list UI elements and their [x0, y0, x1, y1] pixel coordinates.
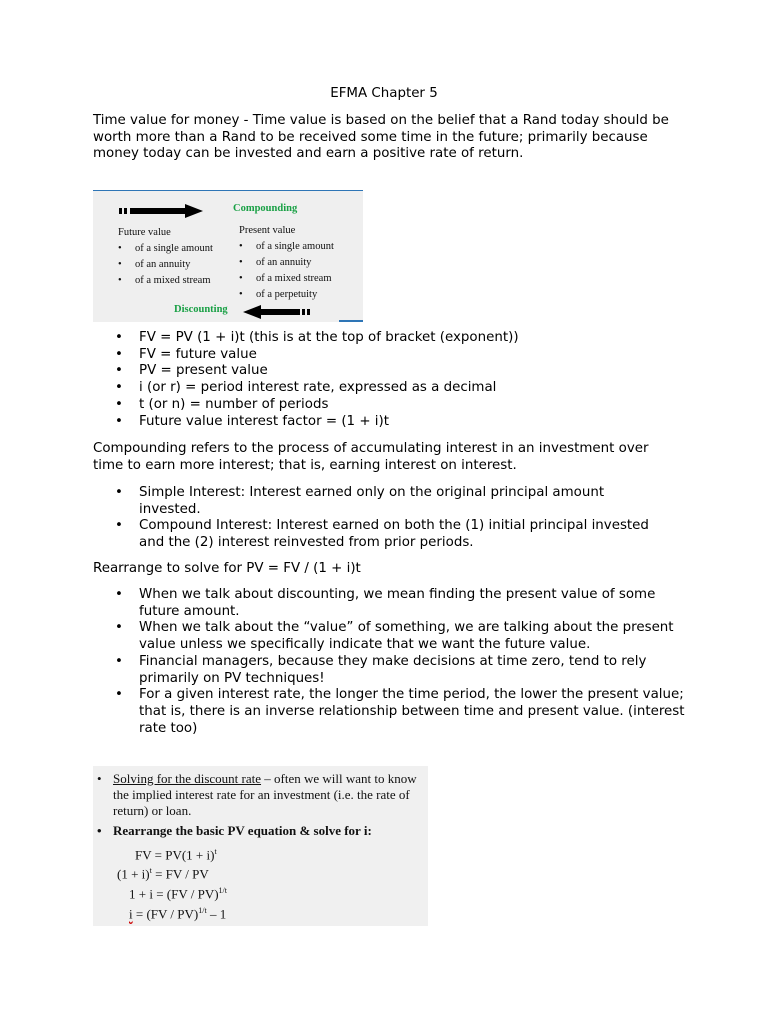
- discount-rate-text: Solving for the discount rate – often we will want to know the implied interest rate for an investment (i.e. the rate of return) or loan.: [113, 771, 417, 818]
- left-arrow-icon: [243, 305, 313, 319]
- list-item: • of a perpetuity: [239, 289, 318, 300]
- list-item: • Future value interest factor = (1 + i)t: [115, 413, 389, 429]
- interest-types-list: [93, 485, 653, 552]
- list-item: • When we talk about discounting, we mean finding the present value of some future amount.: [115, 587, 656, 619]
- present-value-heading: Present value: [239, 225, 296, 236]
- compounding-paragraph: Compounding refers to the process of accumulating interest in an investment over time to earn more interest; that is, earning interest on interest.: [93, 441, 649, 473]
- figure-border: [339, 320, 363, 322]
- list-item: • of an annuity: [239, 257, 312, 268]
- list-item: • For a given interest rate, the longer the time period, the lower the present value; that is, there is an inverse relationship between time and present value. (interest rate too): [115, 687, 685, 736]
- rearrange-heading: Rearrange the basic PV equation & solve for i:: [113, 823, 372, 838]
- list-item: • PV = present value: [115, 363, 268, 379]
- figure-bullet: •: [97, 771, 102, 786]
- list-item: • i (or r) = period interest rate, expressed as a decimal: [115, 380, 497, 396]
- list-item: • Compound Interest: Interest earned on both the (1) initial principal invested and the (2) interest reinvested from prior periods.: [115, 518, 649, 551]
- right-arrow-icon: [119, 204, 205, 218]
- list-item: • Financial managers, because they make decisions at time zero, tend to rely primarily on PV techniques!: [115, 653, 647, 686]
- equation-3: 1 + i = (FV / PV)$^{1/t}$: [129, 886, 227, 902]
- intro-paragraph: Time value for money - Time value is based on the belief that a Rand today should be worth more than a Rand to be received some time in the future; primarily because money today can be invested and earn a positive rate of return.: [93, 113, 669, 162]
- list-item: • of a mixed stream: [239, 273, 332, 284]
- formula-list: [93, 330, 683, 430]
- equation-4: i = (FV / PV)$^{1/t}$ – 1: [129, 906, 227, 922]
- future-value-list: [118, 225, 213, 289]
- list-item: • t (or n) = number of periods: [115, 396, 329, 412]
- discount-rate-figure: [93, 766, 428, 926]
- page-title: EFMA Chapter 5: [330, 86, 438, 101]
- list-item: • of a mixed stream: [118, 275, 211, 286]
- equation-2: $(1 + i)^t$ = FV / PV: [117, 866, 209, 882]
- list-item: • Simple Interest: Interest earned only on the original principal amount invested.: [115, 485, 605, 517]
- figure-bullet: •: [97, 823, 102, 838]
- equation-1: FV = $PV(1 + i)^t$: [135, 847, 217, 863]
- discounting-points-list: [93, 587, 688, 737]
- list-item: • of a single amount: [239, 241, 334, 252]
- list-item: • of an annuity: [118, 259, 191, 270]
- compounding-discounting-figure: [93, 190, 363, 322]
- list-item: • FV = future value: [115, 346, 257, 362]
- list-item: • When we talk about the “value” of something, we are talking about the present value unless we specifically indicate that we want the future value.: [115, 620, 674, 653]
- compounding-label: Compounding: [233, 203, 298, 214]
- discounting-label: Discounting: [174, 304, 228, 315]
- list-item: • of a single amount: [118, 243, 213, 254]
- present-value-list: [239, 223, 334, 303]
- list-item: • FV = PV (1 + i)t (this is at the top of bracket (exponent)): [115, 330, 519, 345]
- rearrange-paragraph: Rearrange to solve for PV = FV / (1 + i)t: [93, 561, 361, 576]
- future-value-heading: Future value: [118, 227, 171, 238]
